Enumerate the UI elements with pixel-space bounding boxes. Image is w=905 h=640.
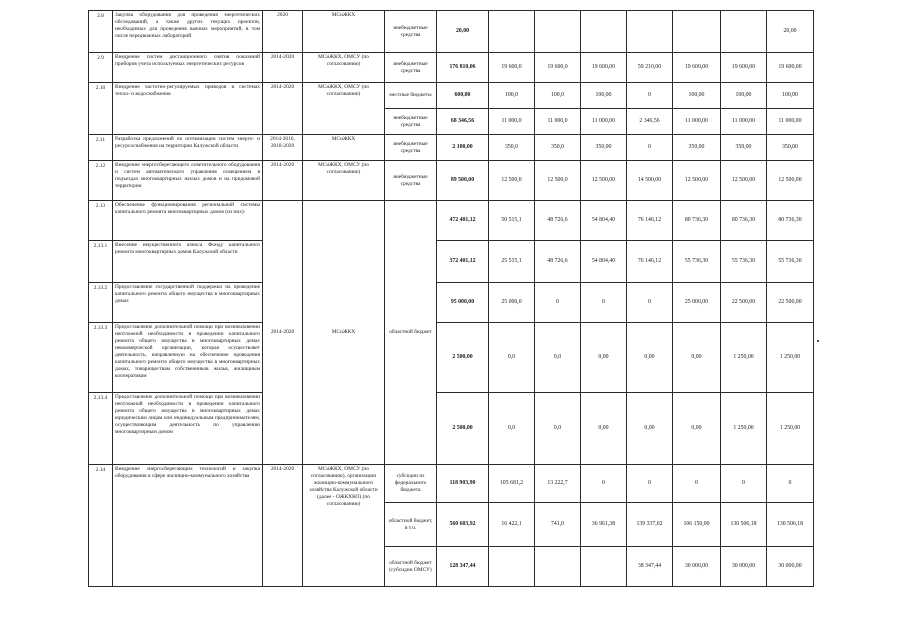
year-amount-7: 0	[767, 465, 814, 503]
year-amount-7: 19 600,00	[767, 53, 814, 83]
executor-cell: МСиЖКХ	[303, 201, 385, 465]
activity-description: Предоставление государственной поддержки на проведение капитального ремонта общего имущества в многоквартирных домах	[113, 283, 263, 323]
year-amount-2: 48 726,6	[535, 241, 581, 283]
year-amount-6: 350,00	[721, 135, 767, 161]
year-amount-2: 0	[535, 283, 581, 323]
table-row	[89, 83, 814, 109]
executor-cell: МСиЖКХ, ОМСУ (по согласованию)	[303, 53, 385, 83]
year-amount-4: 2 346,56	[627, 109, 673, 135]
year-amount-2: 100,0	[535, 83, 581, 109]
year-amount-4: 14 500,00	[627, 161, 673, 201]
total-amount: 95 000,00	[437, 283, 489, 323]
year-amount-5: 106 150,00	[673, 503, 721, 547]
year-amount-6: 100,00	[721, 83, 767, 109]
year-amount-7: 22 500,00	[767, 283, 814, 323]
year-amount-6: 80 736,30	[721, 201, 767, 241]
table-row	[89, 323, 814, 393]
year-amount-7: 80 736,30	[767, 201, 814, 241]
executor-cell: МСиЖКХ, ОМСУ (по согласованию), организации жилищно-коммунального хозяйства Калужской области (далее - ОЖКХКО) (по согласованию)	[303, 465, 385, 587]
year-amount-4: 0	[627, 465, 673, 503]
total-amount: 20,00	[437, 11, 489, 53]
year-amount-2: 12 500,0	[535, 161, 581, 201]
table-row	[89, 11, 814, 53]
year-amount-3: 0,00	[581, 393, 627, 465]
period-cell: 2014-2020	[263, 465, 303, 587]
executor-cell: МСиЖКХ	[303, 11, 385, 53]
year-amount-1: 19 600,0	[489, 53, 535, 83]
year-amount-7: 1 250,00	[767, 393, 814, 465]
year-amount-5: 30 000,00	[673, 547, 721, 587]
funding-source: внебюджетные средства	[385, 11, 437, 53]
total-amount: 2 500,00	[437, 393, 489, 465]
year-amount-2: 48 726,6	[535, 201, 581, 241]
row-number: 2.13	[89, 201, 113, 241]
period-cell: 2014-2020	[263, 161, 303, 201]
executor-cell: МСиЖКХ	[303, 135, 385, 161]
activity-description: Внесение имущественного взноса Фонду капитального ремонта многоквартирных домов Калужской области	[113, 241, 263, 283]
year-amount-5: 11 000,00	[673, 109, 721, 135]
period-cell: 2014-2020	[263, 53, 303, 83]
activity-description: Предоставление дополнительной помощи при возникновении неотложной необходимости в проведении капитального ремонта общего имущества в многоквартирных домах некоммерческой организации, которая осуществляет деятельность, направленную на обеспечение проведения капитального ремонта общего имущества в многоквартирных домах, товариществам собственников жилья, жилищным кооперативам	[113, 323, 263, 393]
year-amount-4: 0	[627, 135, 673, 161]
year-amount-3: 36 961,38	[581, 503, 627, 547]
year-amount-4: 0	[627, 83, 673, 109]
funding-source: субсидии из федерального бюджета	[385, 465, 437, 503]
row-number: 2.12	[89, 161, 113, 201]
activity-description: Внедрение систем дистанционного снятия показаний приборов учета используемых энергетических ресурсов	[113, 53, 263, 83]
year-amount-3	[581, 11, 627, 53]
executor-cell: МСиЖКХ, ОМСУ (по согласованию)	[303, 83, 385, 135]
year-amount-4: 139 337,02	[627, 503, 673, 547]
total-amount: 128 347,44	[437, 547, 489, 587]
year-amount-1: 50 515,1	[489, 201, 535, 241]
year-amount-3	[581, 547, 627, 587]
total-amount: 68 346,56	[437, 109, 489, 135]
year-amount-4: 76 146,12	[627, 201, 673, 241]
year-amount-3: 11 000,00	[581, 109, 627, 135]
year-amount-7: 130 506,18	[767, 503, 814, 547]
table-row	[89, 135, 814, 161]
total-amount: 118 903,90	[437, 465, 489, 503]
year-amount-2: 0,0	[535, 393, 581, 465]
period-cell: 2014-2020	[263, 83, 303, 135]
year-amount-5: 0,00	[673, 393, 721, 465]
year-amount-3: 12 500,00	[581, 161, 627, 201]
table-row	[89, 241, 814, 283]
year-amount-7: 20,00	[767, 11, 814, 53]
year-amount-1: 25 515,1	[489, 241, 535, 283]
year-amount-6: 11 000,00	[721, 109, 767, 135]
year-amount-1: 11 000,0	[489, 109, 535, 135]
year-amount-2: 350,0	[535, 135, 581, 161]
year-amount-5: 55 736,30	[673, 241, 721, 283]
funding-source: внебюджетные средства	[385, 161, 437, 201]
year-amount-1: 12 500,0	[489, 161, 535, 201]
year-amount-1	[489, 11, 535, 53]
funding-source: областной бюджет	[385, 201, 437, 465]
total-amount: 600,00	[437, 83, 489, 109]
year-amount-3: 54 804,40	[581, 241, 627, 283]
funding-source: внебюджетные средства	[385, 53, 437, 83]
year-amount-7: 12 500,00	[767, 161, 814, 201]
year-amount-1: 16 422,1	[489, 503, 535, 547]
year-amount-1: 105 681,2	[489, 465, 535, 503]
total-amount: 2 100,00	[437, 135, 489, 161]
year-amount-7: 30 000,00	[767, 547, 814, 587]
year-amount-4: 76 146,12	[627, 241, 673, 283]
year-amount-6: 55 736,30	[721, 241, 767, 283]
row-number: 2.10	[89, 83, 113, 135]
funding-source: областной бюджет (субсидии ОМСУ)	[385, 547, 437, 587]
row-number: 2.9	[89, 53, 113, 83]
total-amount: 472 401,12	[437, 201, 489, 241]
row-number: 2.13.2	[89, 283, 113, 323]
year-amount-4: 38 347,44	[627, 547, 673, 587]
year-amount-7: 1 250,00	[767, 323, 814, 393]
row-number: 2.11	[89, 135, 113, 161]
funding-source: внебюджетные средства	[385, 135, 437, 161]
activity-description: Внедрение энергосберегающих технологий и закупка оборудования в сфере жилищно-коммунального хозяйства	[113, 465, 263, 587]
table-row	[89, 201, 814, 241]
year-amount-3: 19 600,00	[581, 53, 627, 83]
row-number: 2.13.3	[89, 323, 113, 393]
year-amount-6: 12 500,00	[721, 161, 767, 201]
year-amount-6: 30 000,00	[721, 547, 767, 587]
year-amount-2: 0,0	[535, 323, 581, 393]
period-cell: 2014-2020	[263, 201, 303, 465]
activity-description: Внедрение энергосберегающего осветительного оборудования и систем автоматического управления освещением в подъездах многоквартирных жилых домов и на придомовой территории	[113, 161, 263, 201]
year-amount-2: 741,0	[535, 503, 581, 547]
year-amount-1: 25 000,0	[489, 283, 535, 323]
activity-description: Обеспечение функционирования региональной системы капитального ремонта многоквартирных домов (из них):	[113, 201, 263, 241]
year-amount-1: 350,0	[489, 135, 535, 161]
year-amount-2: 11 000,0	[535, 109, 581, 135]
year-amount-7: 350,00	[767, 135, 814, 161]
year-amount-6: 22 500,00	[721, 283, 767, 323]
year-amount-3: 0	[581, 283, 627, 323]
year-amount-3: 0,00	[581, 323, 627, 393]
activity-description: Закупка оборудования для проведения энергетических обследований, а также других текущих проектов, необходимых для проведения важных мероприятий, в том числе передвижных лабораторий	[113, 11, 263, 53]
table-row	[89, 161, 814, 201]
year-amount-4: 59 210,00	[627, 53, 673, 83]
table-row	[89, 283, 814, 323]
year-amount-3: 100,00	[581, 83, 627, 109]
year-amount-3: 0	[581, 465, 627, 503]
year-amount-3: 350,00	[581, 135, 627, 161]
year-amount-6: 19 600,00	[721, 53, 767, 83]
period-cell: 2014-2016, 2018-2020	[263, 135, 303, 161]
total-amount: 176 810,06	[437, 53, 489, 83]
year-amount-6: 0	[721, 465, 767, 503]
row-number: 2.13.1	[89, 241, 113, 283]
executor-cell: МСиЖКХ, ОМСУ (по согласованию)	[303, 161, 385, 201]
total-amount: 2 500,00	[437, 323, 489, 393]
row-number: 2.8	[89, 11, 113, 53]
year-amount-2	[535, 11, 581, 53]
total-amount: 560 603,92	[437, 503, 489, 547]
activity-description: Внедрение частотно-регулируемых приводов в системах тепло- и водоснабжения	[113, 83, 263, 135]
table-row	[89, 393, 814, 465]
total-amount: 89 500,00	[437, 161, 489, 201]
year-amount-5: 0,00	[673, 323, 721, 393]
year-amount-6: 1 250,00	[721, 393, 767, 465]
year-amount-2: 13 222,7	[535, 465, 581, 503]
row-number: 2.14	[89, 465, 113, 587]
row-number: 2.13.4	[89, 393, 113, 465]
year-amount-5: 80 736,30	[673, 201, 721, 241]
year-amount-4	[627, 11, 673, 53]
year-amount-5: 350,00	[673, 135, 721, 161]
year-amount-2	[535, 547, 581, 587]
period-cell: 2020	[263, 11, 303, 53]
year-amount-1: 0,0	[489, 393, 535, 465]
total-amount: 372 401,12	[437, 241, 489, 283]
activity-description: Разработка предложений по оптимизации систем энерго- и ресурсоснабжения на территории Калужской области	[113, 135, 263, 161]
activity-description: Предоставление дополнительной помощи при возникновении неотложной необходимости в проведении капитального ремонта общего имущества в многоквартирных домах юридическим лицам или индивидуальным предпринимателям, осуществляющим деятельность по управлению многоквартирным домом	[113, 393, 263, 465]
year-amount-2: 19 600,0	[535, 53, 581, 83]
year-amount-5: 100,00	[673, 83, 721, 109]
year-amount-4: 0	[627, 283, 673, 323]
program-activities-table	[88, 10, 814, 587]
year-amount-5: 0	[673, 465, 721, 503]
year-amount-7: 100,00	[767, 83, 814, 109]
year-amount-3: 54 804,40	[581, 201, 627, 241]
funding-source: местные бюджеты	[385, 83, 437, 109]
funding-source: внебюджетные средства	[385, 109, 437, 135]
year-amount-1: 0,0	[489, 323, 535, 393]
year-amount-5: 25 000,00	[673, 283, 721, 323]
funding-source: областной бюджет, в т.ч.	[385, 503, 437, 547]
year-amount-7: 55 736,30	[767, 241, 814, 283]
table-row	[89, 465, 814, 503]
year-amount-7: 11 000,00	[767, 109, 814, 135]
year-amount-5: 19 600,00	[673, 53, 721, 83]
year-amount-6: 1 250,00	[721, 323, 767, 393]
table-row	[89, 53, 814, 83]
year-amount-5	[673, 11, 721, 53]
year-amount-6	[721, 11, 767, 53]
year-amount-1	[489, 547, 535, 587]
year-amount-4: 0,00	[627, 323, 673, 393]
year-amount-6: 130 506,18	[721, 503, 767, 547]
scan-speck	[817, 340, 819, 342]
year-amount-1: 100,0	[489, 83, 535, 109]
year-amount-5: 12 500,00	[673, 161, 721, 201]
year-amount-4: 0,00	[627, 393, 673, 465]
